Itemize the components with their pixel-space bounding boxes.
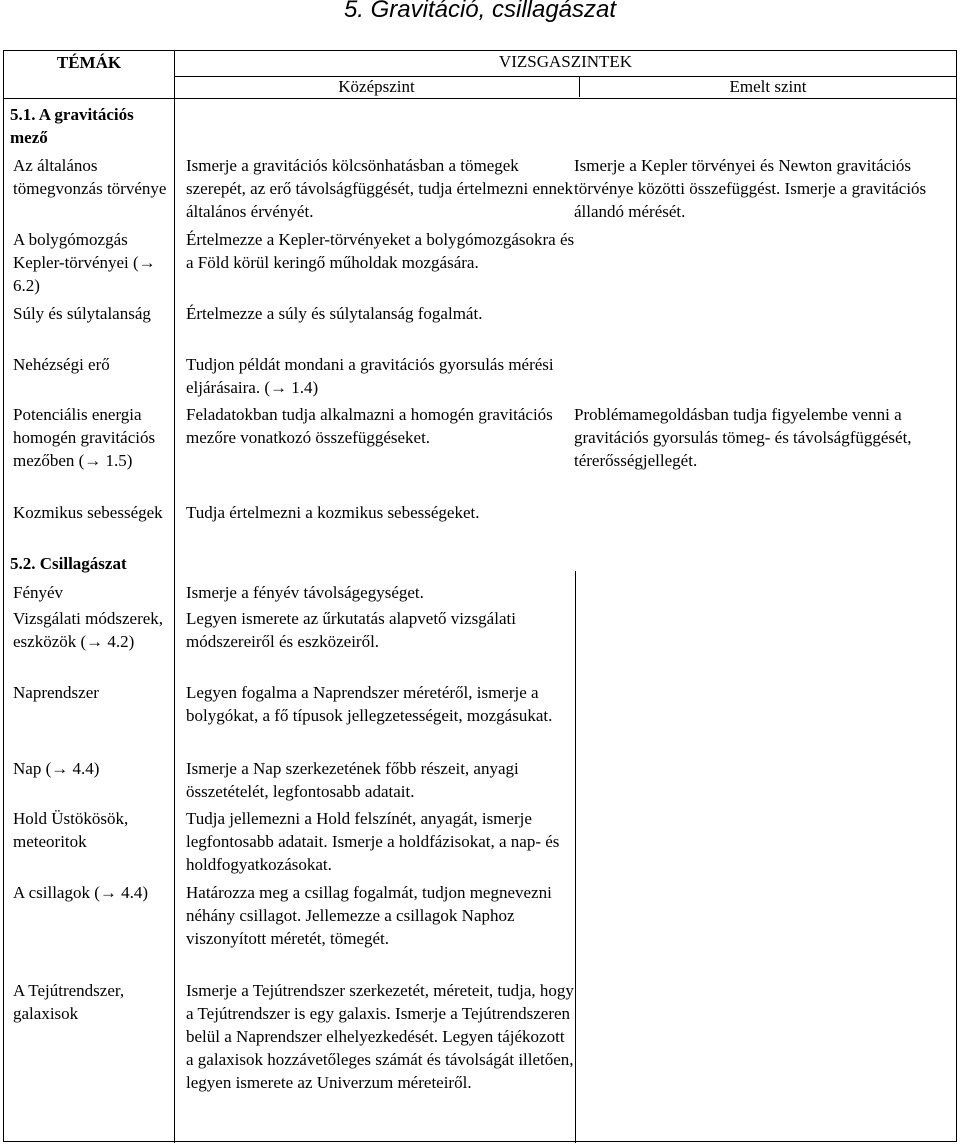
curriculum-table	[3, 50, 957, 1142]
topic-cell: Naprendszer	[13, 683, 99, 702]
topic-cell: Nap (→ 4.4)	[13, 759, 100, 778]
column-divider-topics	[174, 51, 175, 1143]
mid-level-header: Középszint	[338, 77, 415, 96]
advanced-level-header: Emelt szint	[729, 77, 807, 96]
topic-cell: Potenciális energia homogén gravitációs mezőben (→ 1.5)	[13, 405, 156, 470]
mid-level-cell: Feladatokban tudja alkalmazni a homogén gravitációs mezőre vonatkozó összefüggéseket.	[186, 405, 553, 447]
topic-cell: Kozmikus sebességek	[13, 503, 163, 522]
topic-cell: A Tejútrendszer, galaxisok	[13, 981, 125, 1023]
topic-cell: Az általános tömegvonzás törvénye	[13, 156, 167, 198]
mid-level-cell: Legyen ismerete az űrkutatás alapvető vizsgálati módszereiről és eszközeiről.	[186, 609, 516, 651]
topic-cell: A bolygómozgás Kepler-törvényei (→ 6.2)	[13, 230, 156, 295]
page-title: 5. Gravitáció, csillagászat	[343, 0, 617, 23]
mid-level-cell: Tudja értelmezni a kozmikus sebességeket.	[186, 503, 480, 522]
topic-cell: Nehézségi erő	[13, 355, 110, 374]
mid-level-cell: Értelmezze a súly és súlytalanság fogalmát.	[186, 304, 483, 323]
mid-level-cell: Ismerje a gravitációs kölcsönhatásban a tömegek szerepét, az erő távolságfüggését, tudja értelmezni ennek általános érvényét.	[186, 156, 574, 221]
header-bottom-rule	[4, 98, 957, 99]
section-heading: 5.2. Csillagászat	[10, 554, 127, 573]
topic-cell: Fényév	[13, 583, 64, 602]
advanced-level-cell: Problémamegoldásban tudja figyelembe venni a gravitációs gyorsulás tömeg- és távolságfüggését, térerősségjellegét.	[574, 405, 912, 470]
mid-level-cell: Értelmezze a Kepler-törvényeket a bolygómozgásokra és a Föld körül keringő műholdak mozgására.	[186, 230, 575, 272]
topic-cell: Vizsgálati módszerek, eszközök (→ 4.2)	[13, 609, 164, 651]
advanced-level-cell: Ismerje a Kepler törvényei és Newton gravitációs törvénye közötti összefüggést. Ismerje a gravitációs állandó mérését.	[574, 156, 927, 221]
topics-header: TÉMÁK	[56, 53, 122, 72]
mid-level-cell: Tudjon példát mondani a gravitációs gyorsulás mérési eljárásaira. (→ 1.4)	[186, 355, 554, 397]
mid-level-cell: Legyen fogalma a Naprendszer méretéről, ismerje a bolygókat, a fő típusok jellegzetességeit, mozgásukat.	[186, 683, 553, 725]
mid-level-cell: Ismerje a fényév távolságegységet.	[186, 583, 424, 602]
mid-level-cell: Határozza meg a csillag fogalmát, tudjon megnevezni néhány csillagot. Jellemezze a csillagok Naphoz viszonyított méretét, tömegét.	[186, 883, 552, 948]
section-heading: 5.1. A gravitációs mező	[10, 105, 134, 147]
topic-cell: Súly és súlytalanság	[13, 304, 151, 323]
topic-cell: Hold Üstökösök, meteoritok	[13, 809, 129, 851]
mid-level-cell: Ismerje a Tejútrendszer szerkezetét, méreteit, tudja, hogy a Tejútrendszer is egy galaxis. Ismerje a Tejútrendszeren belül a Naprendszer elhelyezkedését. Legyen tájékozott a galaxisok hozzávetőleges számát és távolságát illetően, legyen ismerete az Univerzum méreteiről.	[186, 981, 574, 1092]
topic-cell: A csillagok (→ 4.4)	[13, 883, 149, 902]
mid-level-cell: Tudja jellemezni a Hold felszínét, anyagát, ismerje legfontosabb adatait. Ismerje a holdfázisokat, a nap- és holdfogyatkozásokat.	[186, 809, 560, 874]
mid-level-cell: Ismerje a Nap szerkezetének főbb részeit, anyagi összetételét, legfontosabb adatait.	[186, 759, 519, 801]
exam-levels-header: VIZSGASZINTEK	[498, 52, 633, 71]
